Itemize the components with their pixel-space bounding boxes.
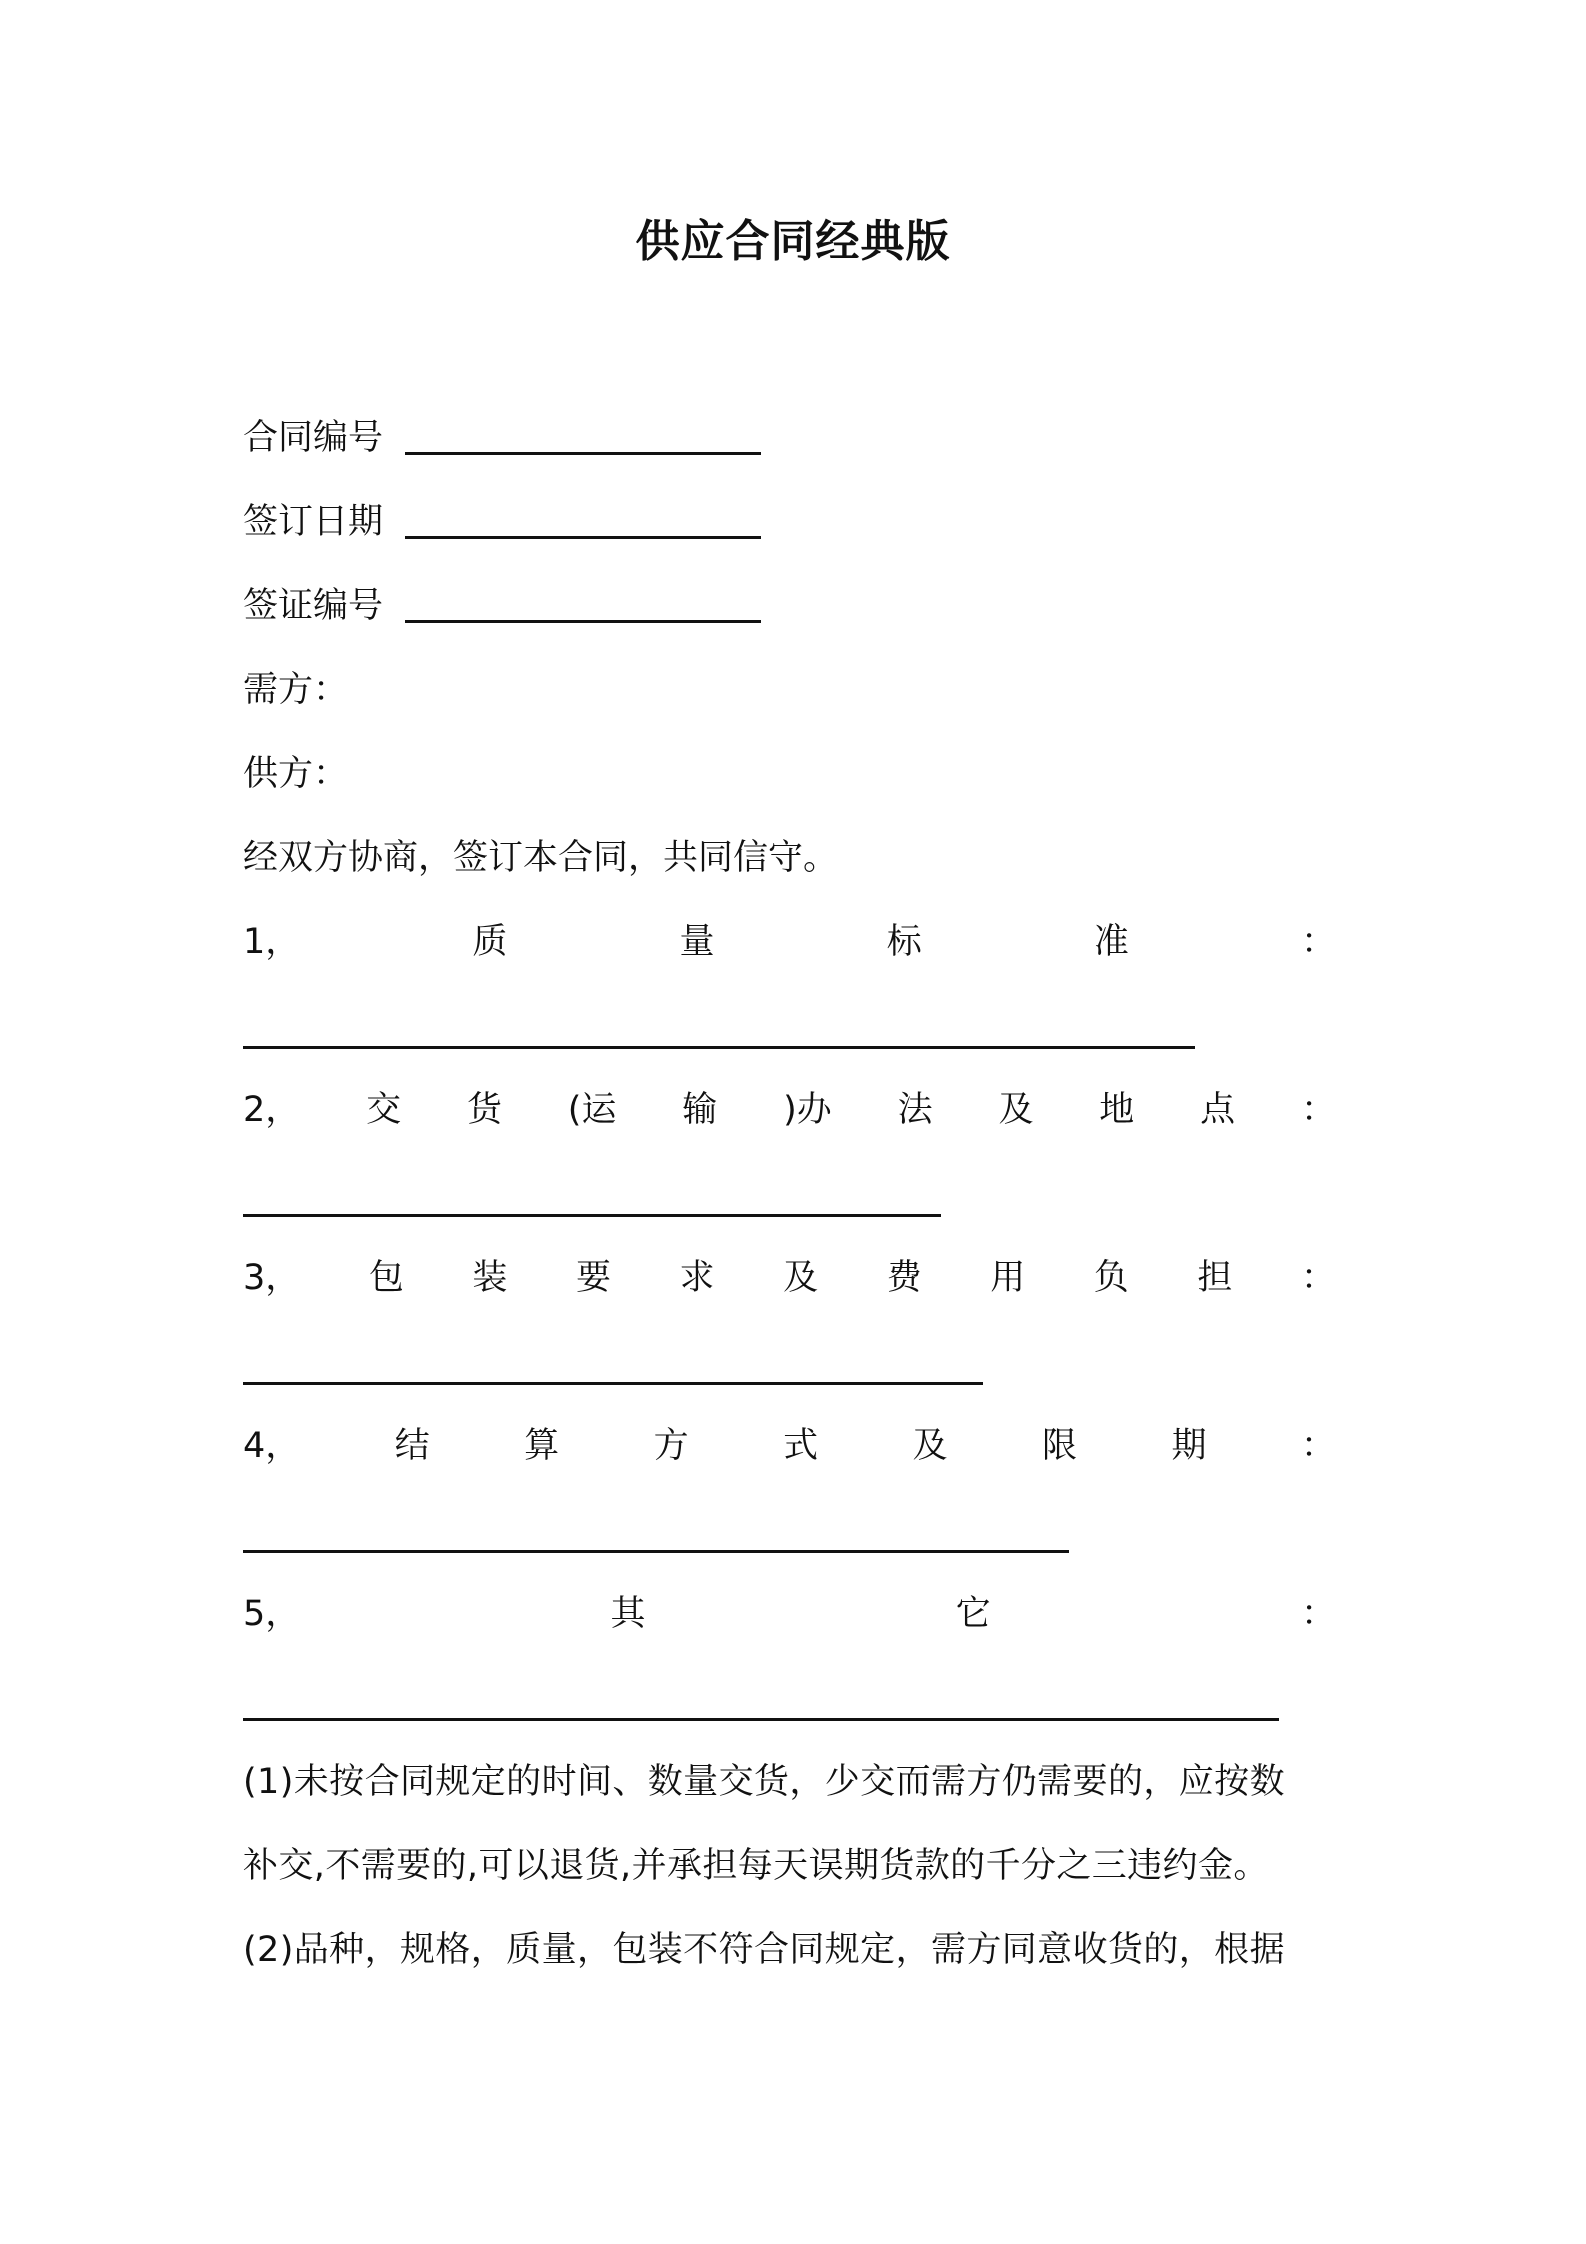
item-char: ： [1300, 1258, 1336, 1298]
item-char: 装 [472, 1258, 508, 1298]
visa-number-blank [405, 620, 761, 623]
item-char: 及 [783, 1258, 819, 1298]
clause-line: 补交,不需要的,可以退货,并承担每天误期货款的千分之三违约金。 [243, 1846, 1269, 1886]
item-2-answer-line [243, 1214, 941, 1217]
item-char: 其 [610, 1594, 646, 1634]
item-char: 担 [1197, 1258, 1233, 1298]
item-char: 求 [679, 1258, 715, 1298]
field-label: 签证编号 [243, 586, 384, 626]
item-char: ： [1300, 1090, 1336, 1130]
item-char: 费 [886, 1258, 922, 1298]
item-char: (运 [567, 1090, 617, 1130]
item-char: 它 [955, 1594, 991, 1634]
item-char: 地 [1099, 1090, 1135, 1130]
item-quality-standard [243, 918, 1336, 966]
item-char: 及 [912, 1426, 948, 1466]
item-char: 式 [783, 1426, 819, 1466]
intro-text: 经双方协商，签订本合同，共同信守。 [243, 838, 839, 878]
item-settlement [243, 1422, 1336, 1470]
item-char: ： [1300, 922, 1336, 962]
item-char: 标 [886, 922, 922, 962]
item-char: 负 [1093, 1258, 1129, 1298]
supplier-label: 供方： [243, 754, 349, 794]
item-char: 点 [1200, 1090, 1236, 1130]
item-1-answer-line [243, 1046, 1195, 1049]
item-char: 交 [366, 1090, 402, 1130]
item-char: 期 [1171, 1426, 1207, 1466]
clause-line: (2)品种，规格，质量，包装不符合同规定，需方同意收货的，根据 [243, 1930, 1285, 1970]
item-char: 质 [472, 922, 508, 962]
item-delivery-method [243, 1086, 1336, 1134]
field-contract-number [243, 414, 761, 462]
buyer-label: 需方： [243, 670, 349, 710]
item-3-answer-line [243, 1382, 983, 1385]
field-visa-number [243, 582, 761, 630]
contract-number-blank [405, 452, 761, 455]
field-label: 签订日期 [243, 502, 384, 542]
item-4-answer-line [243, 1550, 1069, 1553]
item-char: 3， [243, 1258, 301, 1298]
item-char: 4， [243, 1426, 301, 1466]
item-packaging [243, 1254, 1336, 1302]
item-char: 1， [243, 922, 301, 962]
field-label: 合同编号 [243, 418, 384, 458]
item-char: )办 [783, 1090, 832, 1130]
field-sign-date [243, 498, 761, 546]
clause-line: (1)未按合同规定的时间、数量交货，少交而需方仍需要的，应按数 [243, 1762, 1285, 1802]
item-5-answer-line [243, 1718, 1279, 1721]
item-char: 准 [1093, 922, 1129, 962]
item-char: 结 [394, 1426, 430, 1466]
sign-date-blank [405, 536, 761, 539]
item-char: 算 [524, 1426, 560, 1466]
item-char: 方 [653, 1426, 689, 1466]
item-char: 用 [990, 1258, 1026, 1298]
item-char: 输 [682, 1090, 718, 1130]
item-char: 法 [897, 1090, 933, 1130]
item-char: 限 [1041, 1426, 1077, 1466]
item-char: ： [1300, 1594, 1336, 1634]
item-char: 5， [243, 1594, 301, 1634]
document-title: 供应合同经典版 [635, 216, 951, 267]
item-char: 货 [466, 1090, 502, 1130]
item-char: 2， [243, 1090, 301, 1130]
item-char: 及 [998, 1090, 1034, 1130]
item-char: 包 [368, 1258, 404, 1298]
item-char: 量 [679, 922, 715, 962]
item-char: 要 [575, 1258, 611, 1298]
item-char: ： [1300, 1426, 1336, 1466]
item-other [243, 1590, 1336, 1638]
